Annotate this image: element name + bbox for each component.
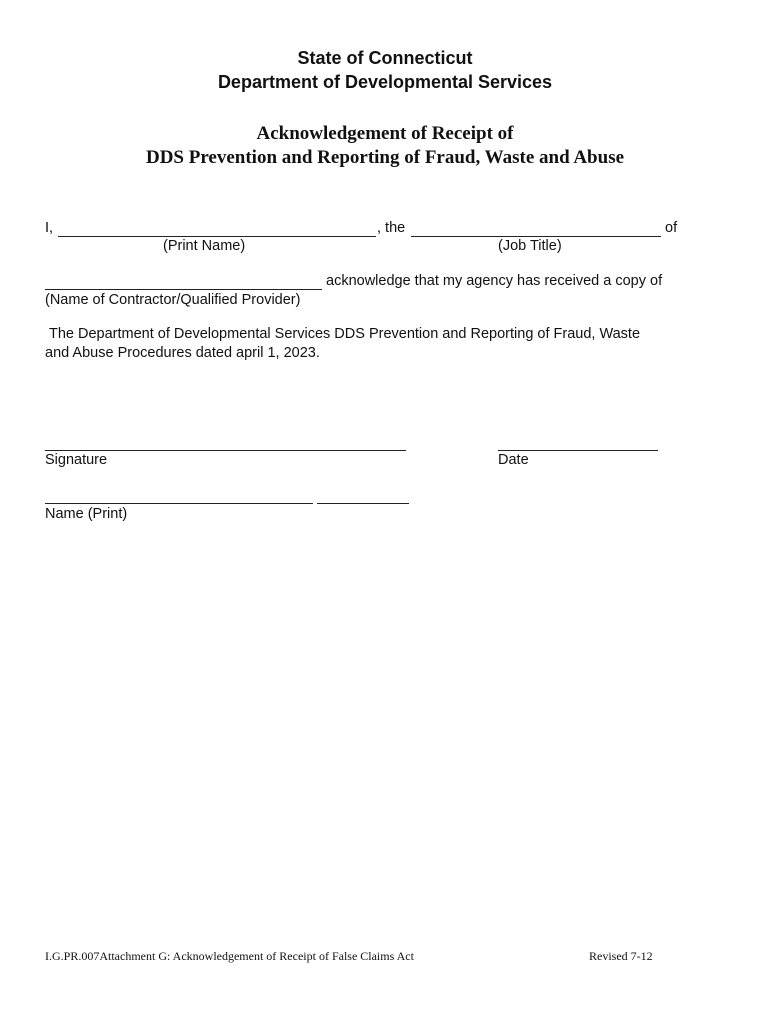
- job-title-caption: (Job Title): [498, 238, 562, 254]
- row1-suffix: of: [665, 220, 678, 236]
- name-print-line[interactable]: [45, 503, 313, 504]
- document-title-line2: DDS Prevention and Reporting of Fraud, Waste and Abuse: [145, 147, 625, 168]
- contractor-caption: (Name of Contractor/Qualified Provider): [45, 292, 301, 308]
- document-title-line1: Acknowledgement of Receipt of: [256, 123, 514, 144]
- row1-prefix: I,: [45, 220, 54, 236]
- print-name-line[interactable]: [58, 236, 376, 237]
- procedures-paragraph-line2: and Abuse Procedures dated april 1, 2023.: [45, 345, 320, 361]
- name-print-line-extra[interactable]: [317, 503, 409, 504]
- row1-middle: , the: [377, 220, 406, 236]
- procedures-paragraph-line1: The Department of Developmental Services DDS Prevention and Reporting of Fraud, Waste: [49, 326, 641, 342]
- date-label: Date: [498, 452, 529, 468]
- signature-label: Signature: [45, 452, 108, 468]
- header-state: State of Connecticut: [297, 48, 473, 68]
- signature-line[interactable]: [45, 450, 406, 451]
- job-title-line[interactable]: [411, 236, 661, 237]
- name-print-label: Name (Print): [45, 506, 128, 522]
- header-department: Department of Developmental Services: [217, 72, 553, 92]
- footer-reference: I.G.PR.007Attachment G: Acknowledgement of Receipt of False Claims Act: [45, 949, 414, 963]
- date-line[interactable]: [498, 450, 658, 451]
- contractor-name-line[interactable]: [45, 289, 322, 290]
- acknowledge-text: acknowledge that my agency has received a copy of: [326, 273, 663, 289]
- footer-revision: Revised 7-12: [589, 949, 653, 963]
- print-name-caption: (Print Name): [163, 238, 246, 254]
